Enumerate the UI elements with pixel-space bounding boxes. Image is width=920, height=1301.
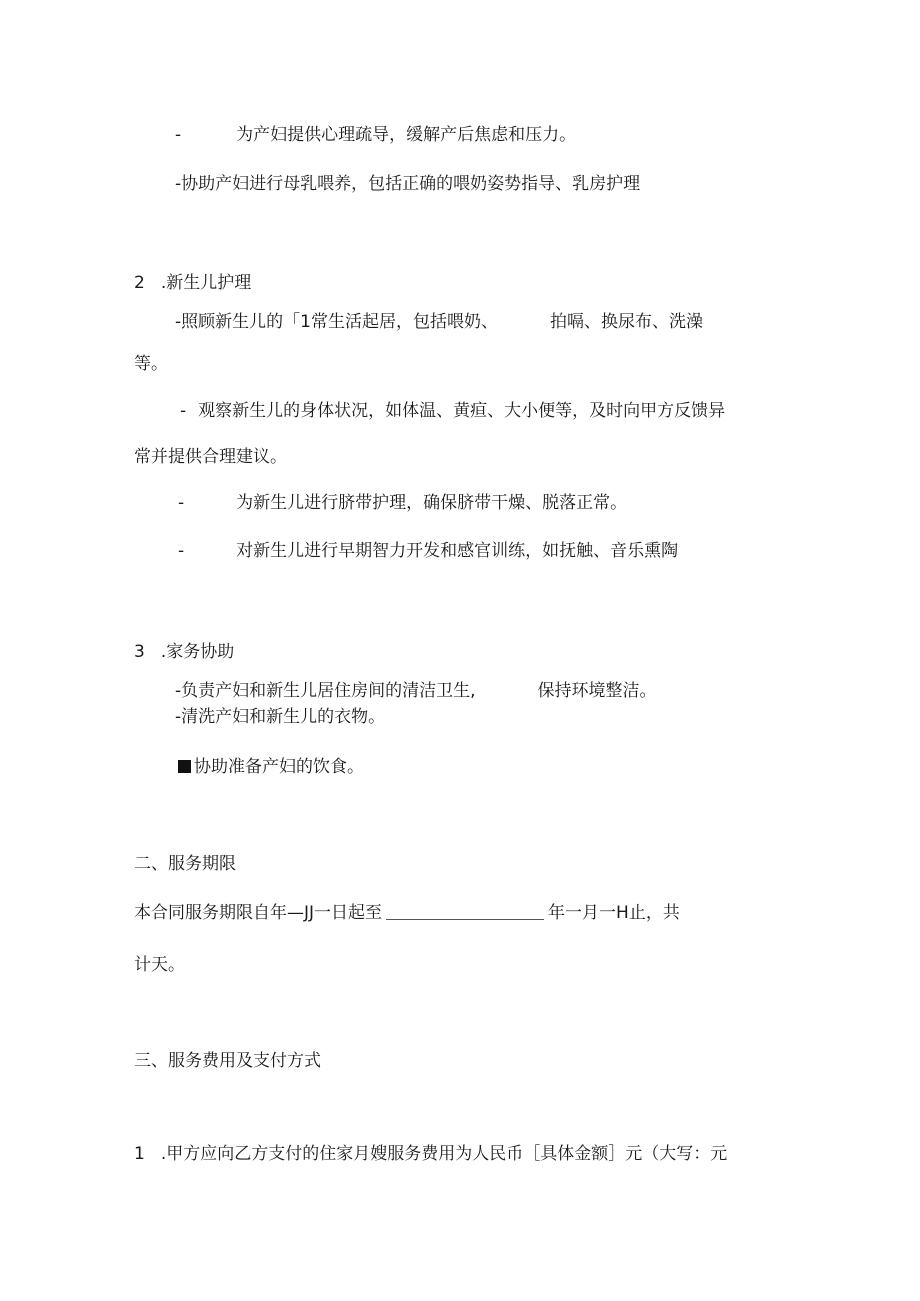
paragraph-text: 年一月一H止，共 xyxy=(548,903,680,923)
section-number: 2 xyxy=(134,273,145,293)
paragraph xyxy=(134,902,680,924)
blank-fill-line xyxy=(386,903,544,920)
item-number: 1 xyxy=(134,1144,145,1164)
list-item-text: 拍嗝、换尿布、洗澡 xyxy=(549,312,703,332)
list-dash: - xyxy=(178,541,185,561)
list-item-text: 对新生儿进行早期智力开发和感官训练，如抚触、音乐熏陶 xyxy=(236,541,679,561)
square-bullet-icon xyxy=(178,760,191,773)
list-item-text: 协助准备产妇的饮食。 xyxy=(194,757,364,777)
list-item: -清洗产妇和新生儿的衣物。 xyxy=(175,707,386,727)
section-title: .家务协助 xyxy=(160,642,235,662)
section-number: 3 xyxy=(134,642,145,662)
list-item xyxy=(175,311,703,333)
list-item-text: -负责产妇和新生儿居住房间的清洁卫生, xyxy=(175,681,476,701)
list-item-text: -协助产妇进行母乳喂养，包括正确的喂奶姿势指导、乳房护理 xyxy=(175,174,641,194)
section-heading-service-period: 二、服务期限 xyxy=(134,854,236,874)
paragraph-text: 本合同服务期限自年—JJ一日起至 xyxy=(134,903,383,923)
paragraph xyxy=(134,1143,727,1165)
list-item-text: -照顾新生儿的「1常生活起居，包括喂奶、 xyxy=(175,312,498,332)
list-item-text: 观察新生儿的身体状况，如体温、黄疸、大小便等，及时向甲方反馈异 xyxy=(198,401,726,421)
list-item-continuation: 等。 xyxy=(134,354,168,374)
list-dash: - xyxy=(178,493,185,513)
section-title: .新生儿护理 xyxy=(160,273,252,293)
list-item-text: 为产妇提供心理疏导，缓解产后焦虑和压力。 xyxy=(236,125,577,145)
list-item xyxy=(178,492,627,514)
section-heading-newborn-care xyxy=(134,272,251,294)
list-item-text: 保持环境整洁。 xyxy=(537,681,657,701)
section-heading-fees: 三、服务费用及支付方式 xyxy=(134,1051,321,1071)
list-item xyxy=(178,540,678,562)
list-item xyxy=(180,400,725,422)
paragraph-text: .甲方应向乙方支付的住家月嫂服务费用为人民币［具体金额］元（大写：元 xyxy=(160,1144,728,1164)
list-item-text: 为新生儿进行脐带护理，确保脐带干燥、脱落正常。 xyxy=(236,493,628,513)
list-item xyxy=(175,124,576,146)
list-item xyxy=(175,173,640,195)
list-item xyxy=(175,680,657,702)
paragraph-continuation: 计天。 xyxy=(134,955,185,975)
section-heading-housework xyxy=(134,641,234,663)
list-item xyxy=(178,756,364,778)
list-dash: - xyxy=(180,401,187,421)
list-dash: - xyxy=(175,125,182,145)
list-item-continuation: 常并提供合理建议。 xyxy=(134,447,287,467)
